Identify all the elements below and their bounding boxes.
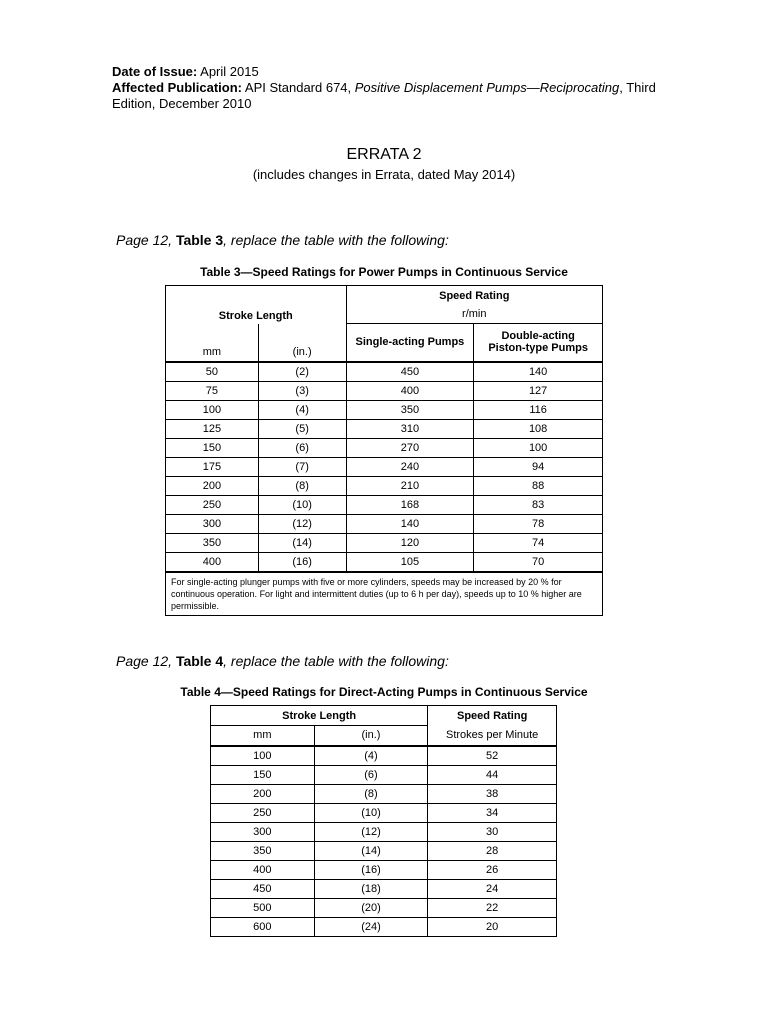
table-cell: 350 xyxy=(166,533,259,552)
table-cell: 400 xyxy=(166,552,259,572)
table-row xyxy=(166,419,603,438)
table-4-caption: Table 4—Speed Ratings for Direct-Acting Pumps in Continuous Service xyxy=(180,685,588,699)
table-cell: 400 xyxy=(211,860,315,879)
table-3-body xyxy=(166,362,603,572)
publication-edition: , Third Edition, December 2010 xyxy=(112,80,656,111)
table-cell: 70 xyxy=(474,552,603,572)
table-cell: 34 xyxy=(428,803,557,822)
table-cell: (2) xyxy=(258,362,346,382)
table-3-double-acting-line-1: Double-acting xyxy=(501,330,575,343)
instruction-table-4 xyxy=(116,653,449,669)
table-cell: 500 xyxy=(211,898,315,917)
table-3-mm-header: mm xyxy=(166,324,259,362)
table-cell: 168 xyxy=(346,495,474,514)
table-cell: 94 xyxy=(474,457,603,476)
document-header xyxy=(112,64,672,112)
table-3 xyxy=(165,285,603,616)
table-cell: 350 xyxy=(346,400,474,419)
table-3-in-header: (in.) xyxy=(258,324,346,362)
table-row xyxy=(211,765,557,784)
errata-subtitle: (includes changes in Errata, dated May 2014) xyxy=(252,167,516,182)
table-cell: (10) xyxy=(258,495,346,514)
table-cell: (7) xyxy=(258,457,346,476)
table-3-double-acting-line-2: Piston-type Pumps xyxy=(488,342,588,355)
table-4 xyxy=(210,705,557,937)
table-cell: 116 xyxy=(474,400,603,419)
table-cell: 400 xyxy=(346,381,474,400)
table-cell: 210 xyxy=(346,476,474,495)
table-cell: (6) xyxy=(314,765,428,784)
table-cell: 200 xyxy=(166,476,259,495)
table-cell: 50 xyxy=(166,362,259,382)
table-cell: 78 xyxy=(474,514,603,533)
table-cell: 140 xyxy=(346,514,474,533)
table-cell: (8) xyxy=(314,784,428,803)
table-cell: 250 xyxy=(166,495,259,514)
instruction-3-table-ref: Table 3 xyxy=(175,232,224,248)
table-4-strokes-per-minute-header: Strokes per Minute xyxy=(428,726,557,746)
table-3-note: For single-acting plunger pumps with five or more cylinders, speeds may be increased by 20 % for continuous operation. For light and intermittent duties (up to 6 h per day), speeds up to 10 % higher are permissible. xyxy=(166,572,603,616)
table-row xyxy=(166,381,603,400)
table-cell: 310 xyxy=(346,419,474,438)
table-3-speed-rating-header: Speed Rating xyxy=(346,286,602,306)
table-cell: 175 xyxy=(166,457,259,476)
instruction-3-suffix: , replace the table with the following: xyxy=(223,232,449,248)
issue-date-label: Date of Issue: xyxy=(112,64,198,79)
table-cell: 300 xyxy=(166,514,259,533)
table-cell: (8) xyxy=(258,476,346,495)
errata-title: ERRATA 2 xyxy=(346,146,422,163)
table-cell: 240 xyxy=(346,457,474,476)
table-row xyxy=(166,400,603,419)
table-cell: (10) xyxy=(314,803,428,822)
table-cell: (18) xyxy=(314,879,428,898)
instruction-table-3 xyxy=(116,232,449,248)
table-4-mm-header: mm xyxy=(211,726,315,746)
table-3-unit-header: r/min xyxy=(346,306,602,324)
table-row xyxy=(211,746,557,766)
table-cell: 127 xyxy=(474,381,603,400)
table-4-body xyxy=(211,746,557,937)
issue-date-value: April 2015 xyxy=(197,64,259,79)
table-cell: 105 xyxy=(346,552,474,572)
table-cell: (16) xyxy=(314,860,428,879)
table-cell: 120 xyxy=(346,533,474,552)
table-cell: 20 xyxy=(428,917,557,936)
table-row xyxy=(166,514,603,533)
table-cell: (12) xyxy=(258,514,346,533)
table-4-stroke-length-header: Stroke Length xyxy=(211,706,428,726)
table-cell: (24) xyxy=(314,917,428,936)
table-cell: 26 xyxy=(428,860,557,879)
table-cell: 125 xyxy=(166,419,259,438)
table-row xyxy=(166,476,603,495)
table-cell: 38 xyxy=(428,784,557,803)
table-cell: 600 xyxy=(211,917,315,936)
table-4-speed-rating-header: Speed Rating xyxy=(428,706,557,726)
instruction-4-table-ref: Table 4 xyxy=(175,653,224,669)
table-row xyxy=(211,879,557,898)
table-cell: (20) xyxy=(314,898,428,917)
table-cell: (3) xyxy=(258,381,346,400)
table-3-single-acting-header: Single-acting Pumps xyxy=(346,324,474,362)
table-row xyxy=(211,803,557,822)
table-3-caption: Table 3—Speed Ratings for Power Pumps in Continuous Service xyxy=(200,265,568,279)
table-row xyxy=(211,898,557,917)
table-3-double-acting-header xyxy=(474,324,603,362)
table-cell: 44 xyxy=(428,765,557,784)
table-cell: 140 xyxy=(474,362,603,382)
table-cell: 100 xyxy=(474,438,603,457)
table-cell: (5) xyxy=(258,419,346,438)
affected-publication-line xyxy=(112,80,672,112)
table-cell: 300 xyxy=(211,822,315,841)
table-cell: 450 xyxy=(346,362,474,382)
table-cell: 83 xyxy=(474,495,603,514)
instruction-4-suffix: , replace the table with the following: xyxy=(223,653,449,669)
table-row xyxy=(166,495,603,514)
issue-date-line xyxy=(112,64,672,80)
table-cell: 75 xyxy=(166,381,259,400)
table-cell: 270 xyxy=(346,438,474,457)
table-cell: (4) xyxy=(314,746,428,766)
table-row xyxy=(166,457,603,476)
table-row xyxy=(211,860,557,879)
table-cell: 150 xyxy=(166,438,259,457)
instruction-3-prefix: Page 12, xyxy=(116,232,176,248)
table-row xyxy=(166,438,603,457)
table-cell: 24 xyxy=(428,879,557,898)
table-cell: 100 xyxy=(211,746,315,766)
table-cell: 52 xyxy=(428,746,557,766)
table-cell: 74 xyxy=(474,533,603,552)
table-row xyxy=(166,552,603,572)
table-cell: 22 xyxy=(428,898,557,917)
table-cell: 200 xyxy=(211,784,315,803)
table-cell: 150 xyxy=(211,765,315,784)
table-cell: (6) xyxy=(258,438,346,457)
instruction-4-prefix: Page 12, xyxy=(116,653,176,669)
affected-publication-value: API Standard 674, xyxy=(242,80,355,95)
table-cell: 450 xyxy=(211,879,315,898)
table-cell: (16) xyxy=(258,552,346,572)
table-cell: (14) xyxy=(258,533,346,552)
table-cell: 88 xyxy=(474,476,603,495)
table-cell: 250 xyxy=(211,803,315,822)
table-4-in-header: (in.) xyxy=(314,726,428,746)
table-cell: 350 xyxy=(211,841,315,860)
table-cell: 30 xyxy=(428,822,557,841)
table-row xyxy=(211,822,557,841)
publication-title: Positive Displacement Pumps—Reciprocating xyxy=(354,80,620,95)
table-row xyxy=(211,784,557,803)
table-3-stroke-length-header: Stroke Length xyxy=(166,286,347,324)
table-cell: (12) xyxy=(314,822,428,841)
table-row xyxy=(211,841,557,860)
table-cell: (4) xyxy=(258,400,346,419)
table-cell: 100 xyxy=(166,400,259,419)
table-row xyxy=(166,533,603,552)
table-row xyxy=(166,362,603,382)
affected-publication-label: Affected Publication: xyxy=(112,80,243,95)
table-cell: (14) xyxy=(314,841,428,860)
table-cell: 108 xyxy=(474,419,603,438)
table-row xyxy=(211,917,557,936)
table-cell: 28 xyxy=(428,841,557,860)
